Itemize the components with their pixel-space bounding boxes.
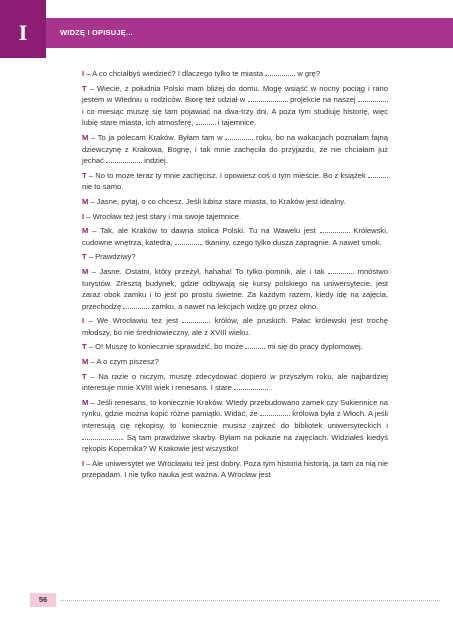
- fill-in-blank[interactable]: [175, 237, 201, 245]
- dialogue-text-run: indziej.: [142, 156, 168, 166]
- fill-in-blank[interactable]: [320, 225, 350, 233]
- dialogue-text-run: – A o czym piszesz?: [88, 357, 159, 367]
- dialogue-paragraph: [82, 371, 388, 394]
- dialogue-text-run: roku, bo na wakacjach poznałam fajną dziewczynę z Krakowa, Bognę, i tak mnie zachęciła do przyjazdu, że nie chciałam już jechać: [82, 132, 388, 166]
- speaker-label: M: [82, 357, 89, 367]
- dialogue-text-run: – Na razie o niczym, muszę zdecydować dopiero w przyszłym roku, ale najbardziej interesuje mnie XVIII wiek i renesans. I stare: [82, 371, 388, 393]
- dialogue-paragraph: [82, 196, 388, 208]
- dialogue-text-run: – Jasne, pytaj, o co chcesz. Jeśli lubisz stare miasta, to Kraków jest idealny.: [88, 196, 346, 206]
- dialogue-text-run: i co miesiąc muszę się tam pojawiać na dwa-trzy dni. A poza tym studiuję historię, więc lubię stare miasta, ich atmosferę,: [82, 106, 388, 128]
- speaker-label: I: [82, 316, 85, 326]
- dialogue-text-run: – Tak, ale Kraków to dawna stolica Polski. Tu na Wawelu jest: [88, 226, 320, 236]
- dialogue-text-run: królów, ale pruskich. Pałac królewski jest trochę młodszy, bo nie średniowieczny, ale z XVIII wieku.: [82, 316, 388, 337]
- fill-in-blank[interactable]: [123, 301, 149, 309]
- speaker-label: M: [82, 226, 89, 236]
- fill-in-blank[interactable]: [106, 155, 142, 163]
- dialogue-text-run: mnóstwo turystów. Zresztą budynek, gdzie odbywają się kursy polskiego na uniwersytecie, jest zaraz obok zamku i to jest po prostu świetne. Za każdym razem, kiedy idę na zajęcia, przechodzę: [82, 266, 389, 311]
- dialogue-paragraph: [82, 132, 388, 167]
- speaker-label: M: [82, 266, 89, 276]
- dialogue-text-run: – O! Muszę to koniecznie sprawdzić, bo może: [86, 342, 246, 352]
- dialogue-text-run: królowa była z Włoch. A jeśli interesują cię rękopisy, to koniecznie musisz zajrzeć do bibliotek uniwersyteckich i: [82, 409, 388, 431]
- page-number: 56: [30, 593, 56, 607]
- fill-in-blank[interactable]: [260, 408, 290, 416]
- dialogue-paragraph: [82, 458, 388, 481]
- dialogue-text-run: .: [267, 383, 273, 393]
- dialogue-text-run: i tajemnice.: [215, 118, 257, 128]
- dialogue-paragraph: [82, 225, 388, 248]
- dialogue-paragraph: [82, 315, 388, 338]
- dialogue-paragraph: [82, 266, 388, 312]
- dialogue-paragraph: [82, 397, 388, 455]
- fill-in-blank[interactable]: [234, 382, 268, 390]
- dialogue-paragraph: [82, 341, 388, 353]
- dialogue-text-run: – To ja polecam Kraków. Byłam tam w: [88, 132, 226, 142]
- fill-in-blank[interactable]: [82, 432, 122, 440]
- fill-in-blank[interactable]: [358, 94, 388, 102]
- speaker-label: M: [82, 196, 89, 206]
- footer-dotted-line: [60, 600, 440, 601]
- chapter-numeral: I: [18, 20, 28, 45]
- dialogue-text-run: Królewski, cudowne wnętrza, katedra,: [82, 226, 388, 247]
- dialogue-paragraph: [82, 211, 388, 223]
- dialogue-text-run: – Wrocław też jest stary i ma swoje tajemnice.: [84, 211, 241, 221]
- dialogue-paragraph: [82, 170, 388, 193]
- fill-in-blank[interactable]: [248, 94, 288, 102]
- dialogue-text-run: mi się do pracy dyplomowej.: [265, 342, 363, 352]
- speaker-label: T: [82, 170, 87, 180]
- dialogue-text-run: . Są tam prawdziwe skarby. Byłam na pokazie na zajęciach. Widziałeś kiedyś rękopis Kopernika? W Krakowie jest wszystko!: [82, 432, 388, 454]
- fill-in-blank[interactable]: [265, 68, 295, 76]
- fill-in-blank[interactable]: [196, 117, 216, 125]
- dialogue-text-run: – No to może teraz ty mnie zachęcisz. I opowiesz coś o tym mieście. Bo z książek: [86, 170, 368, 180]
- dialogue-text: [82, 68, 388, 484]
- dialogue-text-run: , tkaniny, czego tylko dusza zapragnie. A nawet smok.: [200, 237, 382, 247]
- speaker-label: I: [82, 211, 85, 221]
- speaker-label: M: [82, 397, 89, 407]
- dialogue-text-run: w grę?: [295, 69, 321, 78]
- speaker-label: T: [82, 252, 87, 262]
- fill-in-blank[interactable]: [328, 266, 354, 274]
- speaker-label: T: [82, 371, 87, 381]
- speaker-label: I: [82, 69, 85, 78]
- dialogue-text-run: – A co chciałbyś wiedzieć? I dlaczego tylko te miasta: [84, 69, 266, 78]
- dialogue-text-run: – Jeśli renesans, to koniecznie Kraków. Wtedy przebudowano zamek czy Sukiennice na rynku, gdzie można kupić różne pamiątki. Widać, że: [82, 397, 388, 419]
- fill-in-blank[interactable]: [182, 315, 210, 323]
- speaker-label: I: [82, 458, 85, 468]
- dialogue-text-run: projekcie na naszej: [287, 95, 358, 105]
- fill-in-blank[interactable]: [225, 132, 253, 140]
- dialogue-paragraph: [82, 68, 388, 80]
- fill-in-blank[interactable]: [368, 170, 388, 178]
- dialogue-paragraph: [82, 83, 388, 129]
- dialogue-text-run: – We Wrocławiu też jest: [84, 316, 183, 326]
- dialogue-text-run: – Wiecie, z południa Polski mam bliżej do domu. Mogę wsiąść w nocny pociąg i rano jestem w Wiedniu u rodziców. Biorę też udział w: [82, 83, 388, 105]
- speaker-label: T: [82, 342, 87, 352]
- speaker-label: M: [82, 132, 89, 142]
- dialogue-text-run: – Jasne. Ostatni, który przeżył, hahaha! To tylko pomnik, ale i tak: [88, 266, 329, 276]
- dialogue-paragraph: [82, 251, 388, 263]
- dialogue-text-run: zamku, a nawet na lekcjach widzę go przez okno.: [149, 301, 319, 311]
- dialogue-text-run: nie to samo.: [82, 182, 124, 192]
- dialogue-text-run: – Ale uniwersytet we Wrocławiu też jest dobry. Poza tym historia historią, ja tam za nią nie przepadam. I nie tylko nauka jest ważna. A Wrocław jest: [82, 458, 388, 480]
- speaker-label: T: [82, 83, 87, 93]
- fill-in-blank[interactable]: [245, 341, 265, 349]
- section-title: WIDZĘ I OPISUJĘ...: [60, 28, 133, 37]
- dialogue-text-run: – Prawdziwy?: [86, 252, 136, 262]
- dialogue-paragraph: [82, 356, 388, 368]
